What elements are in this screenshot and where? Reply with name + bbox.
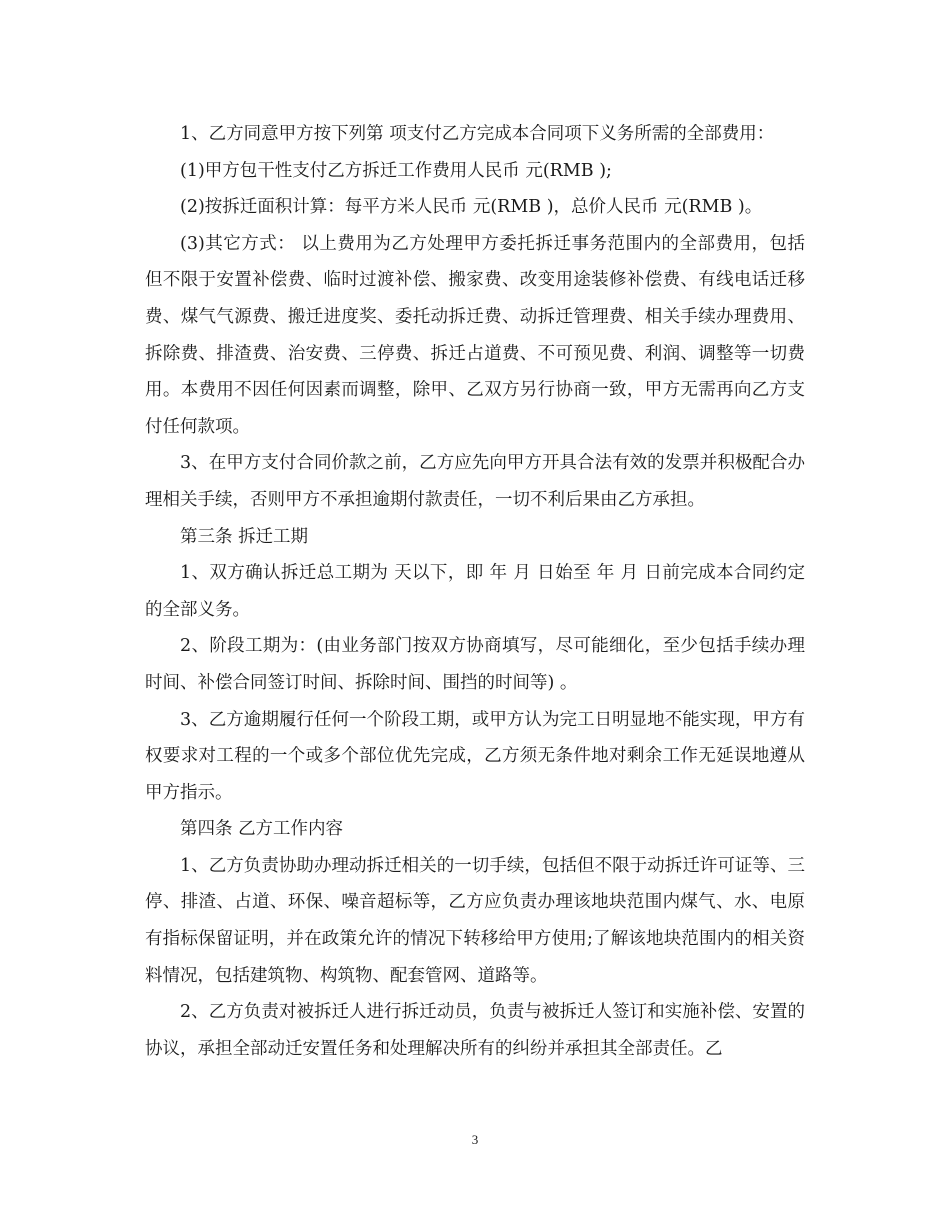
paragraph-delay: 3、乙方逾期履行任何一个阶段工期，或甲方认为完工日明显地不能实现，甲方有权要求对工程的一个或多个部位优先完成，乙方须无条件地对剩余工作无延误地遵从甲方指示。	[145, 709, 805, 803]
paragraph-payment-terms: 1、乙方同意甲方按下列第 项支付乙方完成本合同项下义务所需的全部费用：	[180, 124, 775, 144]
paragraph-total-duration: 1、双方确认拆迁总工期为 天以下，即 年 月 日始至 年 月 日前完成本合同约定的全部义务。	[145, 563, 805, 620]
heading-article-3: 第三条 拆迁工期	[180, 526, 309, 547]
paragraph-option-per-area: (2)按拆迁面积计算：每平方米人民币 元(RMB )，总价人民币 元(RMB )。	[180, 197, 763, 218]
paragraph-procedures: 1、乙方负责协助办理动拆迁相关的一切手续，包括但不限于动拆迁许可证等、三停、排渣、占道、环保、噪音超标等，乙方应负责办理该地块范围内煤气、水、电原有指标保留证明，并在政策允许的情况下转移给甲方使用;了解该地块范围内的相关资料情况，包括建筑物、构筑物、配套管网、道路等。	[145, 855, 805, 986]
paragraph-stage-duration: 2、阶段工期为：(由业务部门按双方协商填写，尽可能细化，至少包括手续办理时间、补偿合同签订时间、拆除时间、围挡的时间等) 。	[145, 636, 805, 693]
paragraph-option-lump-sum: (1)甲方包干性支付乙方拆迁工作费用人民币 元(RMB );	[180, 160, 612, 181]
heading-article-4: 第四条 乙方工作内容	[180, 819, 344, 840]
paragraph-invoice: 3、在甲方支付合同价款之前，乙方应先向甲方开具合法有效的发票并积极配合办理相关手续，否则甲方不承担逾期付款责任，一切不利后果由乙方承担。	[145, 453, 805, 510]
paragraph-mobilization: 2、乙方负责对被拆迁人进行拆迁动员，负责与被拆迁人签订和实施补偿、安置的协议，承担全部动迁安置任务和处理解决所有的纠纷并承担其全部责任。乙	[145, 1002, 805, 1059]
document-body	[145, 116, 805, 1067]
page-number: 3	[471, 1132, 479, 1147]
paragraph-option-other: (3)其它方式： 以上费用为乙方处理甲方委托拆迁事务范围内的全部费用，包括但不限于安置补偿费、临时过渡补偿、搬家费、改变用途装修补偿费、有线电话迁移费、煤气气源费、搬迁进度奖、委托动拆迁费、动拆迁管理费、相关手续办理费用、拆除费、排渣费、治安费、三停费、拆迁占道费、不可预见费、利润、调整等一切费用。本费用不因任何因素而调整，除甲、乙双方另行协商一致，甲方无需再向乙方支付任何款项。	[145, 233, 805, 437]
